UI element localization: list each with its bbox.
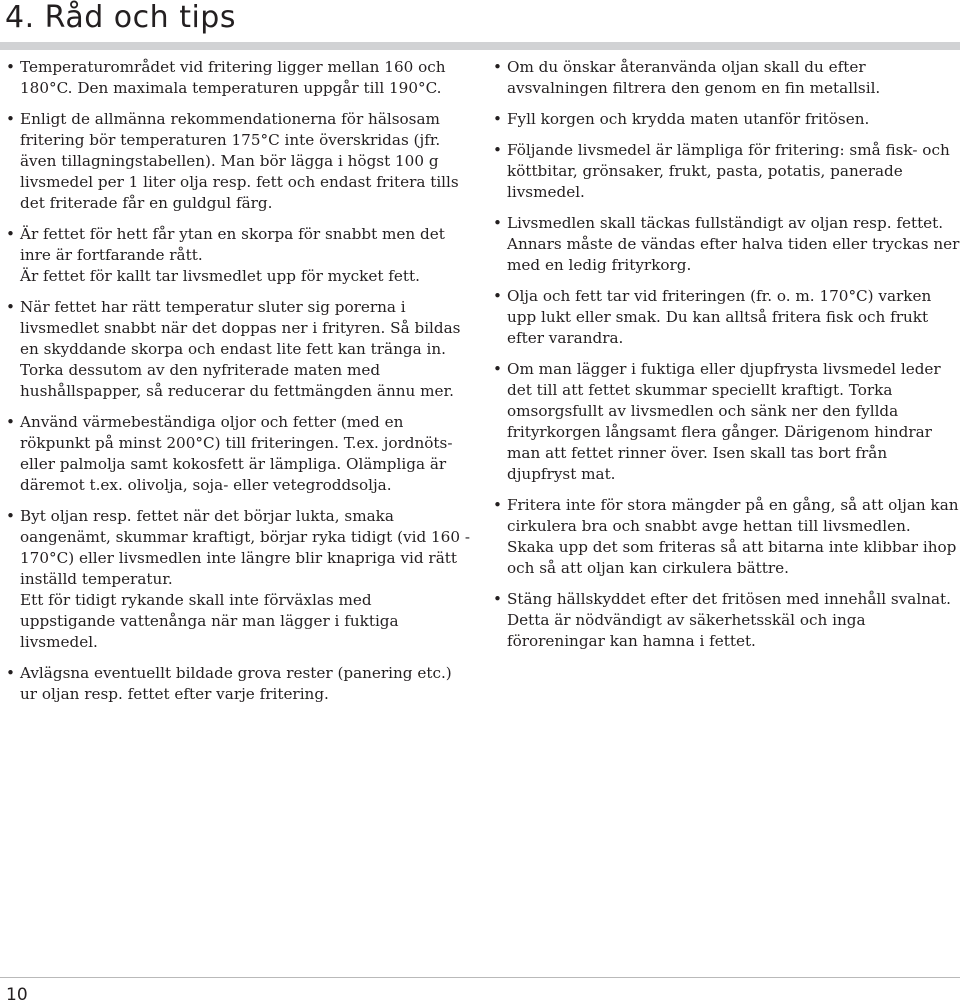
title-underline-bar [0,42,960,50]
tip-text: Temperaturområdet vid fritering ligger mellan 160 och 180°C. Den maximala temperaturen uppgår till 190°C. [20,58,446,97]
tip-text: Fyll korgen och krydda maten utanför fritösen. [507,110,870,128]
tip-item [493,286,960,349]
bullet-icon: • [493,360,502,378]
tip-text: Fritera inte för stora mängder på en gång, så att oljan kan cirkulera bra och snabbt avge hettan till livsmedlen. Skaka upp det som friteras så att bitarna inte klibbar ihop och så att oljan kan cirkulera bättre. [507,496,959,577]
tip-item [493,140,960,203]
tip-item [6,663,471,705]
tip-text: Använd värmebeständiga oljor och fetter (med en rökpunkt på minst 200°C) till friteringen. T.ex. jordnöts- eller palmolja samt kokosfett är lämpliga. Olämpliga är däremot t.ex. olivolja, soja- eller vetegroddsolja. [20,413,453,494]
tip-item [493,57,960,99]
tip-text: Om du önskar återanvända oljan skall du efter avsvalningen filtrera den genom en fin metallsil. [507,58,881,97]
left-tips-list [6,57,471,715]
tip-item [6,224,471,287]
bullet-icon: • [493,496,502,514]
bullet-icon: • [6,664,15,682]
tip-text: Avlägsna eventuellt bildade grova rester (panering etc.) ur oljan resp. fettet efter varje fritering. [20,664,452,703]
tip-text: Om man lägger i fuktiga eller djupfrysta livsmedel leder det till att fettet skummar speciellt kraftigt. Torka omsorgsfullt av livsmedlen och sänk ner den fyllda frityrkorgen långsamt flera gånger. Därigenom hindrar man att fettet rinner över. Isen skall tas bort från djupfryst mat. [507,360,941,483]
tip-item [6,506,471,653]
tip-text: Är fettet för kallt tar livsmedlet upp för mycket fett. [20,267,420,285]
tip-item [493,359,960,485]
tip-text: Är fettet för hett får ytan en skorpa för snabbt men det inre är fortfarande rått. [20,225,445,264]
bullet-icon: • [493,590,502,608]
tip-text: Byt oljan resp. fettet när det börjar lukta, smaka oangenämt, skummar kraftigt, börjar ryka tidigt (vid 160 - 170°C) eller livsmedlen inte längre blir knapriga vid rätt inställd temperatur. [20,507,470,588]
page-number: 10 [6,985,28,1005]
bullet-icon: • [6,58,15,76]
bullet-icon: • [6,507,15,525]
tip-item [6,412,471,496]
bullet-icon: • [493,287,502,305]
bullet-icon: • [6,413,15,431]
tip-item [493,589,960,652]
tip-item [493,495,960,579]
tip-text: Olja och fett tar vid friteringen (fr. o. m. 170°C) varken upp lukt eller smak. Du kan alltså fritera fisk och frukt efter varandra. [507,287,932,347]
bullet-icon: • [493,141,502,159]
bullet-icon: • [6,110,15,128]
tip-text: När fettet har rätt temperatur sluter sig porerna i livsmedlet snabbt när det doppas ner i frityren. Så bildas en skyddande skorpa och endast lite fett kan tränga in. Torka dessutom av den nyfriterade maten med hushållspapper, så reducerar du fettmängden ännu mer. [20,298,461,400]
tip-item [493,213,960,276]
section-title: 4. Råd och tips [5,0,236,35]
tip-text: Följande livsmedel är lämpliga för fritering: små fisk- och köttbitar, grönsaker, frukt, pasta, potatis, panerade livsmedel. [507,141,950,201]
bullet-icon: • [6,298,15,316]
bullet-icon: • [493,58,502,76]
footer-divider [0,977,960,978]
bullet-icon: • [6,225,15,243]
tip-text: Enligt de allmänna rekommendationerna för hälsosam fritering bör temperaturen 175°C inte överskridas (jfr. även tillagningstabellen). Man bör lägga i högst 100 g livsmedel per 1 liter olja resp. fett och endast fritera tills det friterade får en guldgul färg. [20,110,459,212]
right-tips-list [493,57,960,662]
tip-text: Livsmedlen skall täckas fullständigt av oljan resp. fettet. Annars måste de vändas efter halva tiden eller tryckas ner med en ledig frityrkorg. [507,214,960,274]
tip-item [6,57,471,99]
tip-item [493,109,960,130]
bullet-icon: • [493,110,502,128]
bullet-icon: • [493,214,502,232]
tip-text: Stäng hällskyddet efter det fritösen med innehåll svalnat. Detta är nödvändigt av säkerhetsskäl och inga föroreningar kan hamna i fettet. [507,590,951,650]
tip-text: Ett för tidigt rykande skall inte förväxlas med uppstigande vattenånga när man lägger i fuktiga livsmedel. [20,591,399,651]
tip-item [6,109,471,214]
tip-item [6,297,471,402]
